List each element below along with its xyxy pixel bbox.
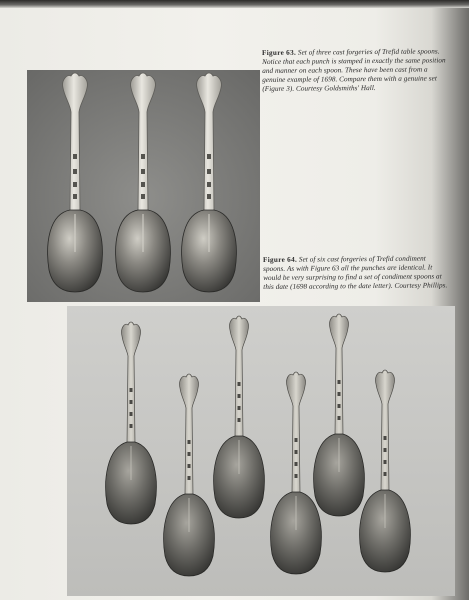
figure-63-photo xyxy=(27,70,260,302)
figure-63-label: Figure 63. xyxy=(262,48,297,57)
figure-64-spoons-image xyxy=(67,306,455,596)
figure-63-caption-text: Set of three cast forgeries of Trefid table spoons. Notice that each punch is stamped in exactly the same position and manner on each spoon. These have been cast from a genuine example of 1698. Compare them with a genuine set (Figure 3). Courtesy Goldsmiths' Hall. xyxy=(262,47,446,93)
figure-63-caption xyxy=(262,47,448,94)
figure-64-caption xyxy=(263,254,449,292)
figure-63-spoons-image xyxy=(27,70,260,302)
scan-top-edge xyxy=(0,0,469,8)
figure-64-caption-text: Set of six cast forgeries of Trefid condiment spoons. As with Figure 63 all the punches are identical. It would be very surprising to find a set of condiment spoons at this date (1698 according to the date letter). Courtesy Phillips. xyxy=(263,254,448,291)
figure-64-label: Figure 64. xyxy=(263,255,298,264)
figure-64-photo xyxy=(67,306,455,596)
